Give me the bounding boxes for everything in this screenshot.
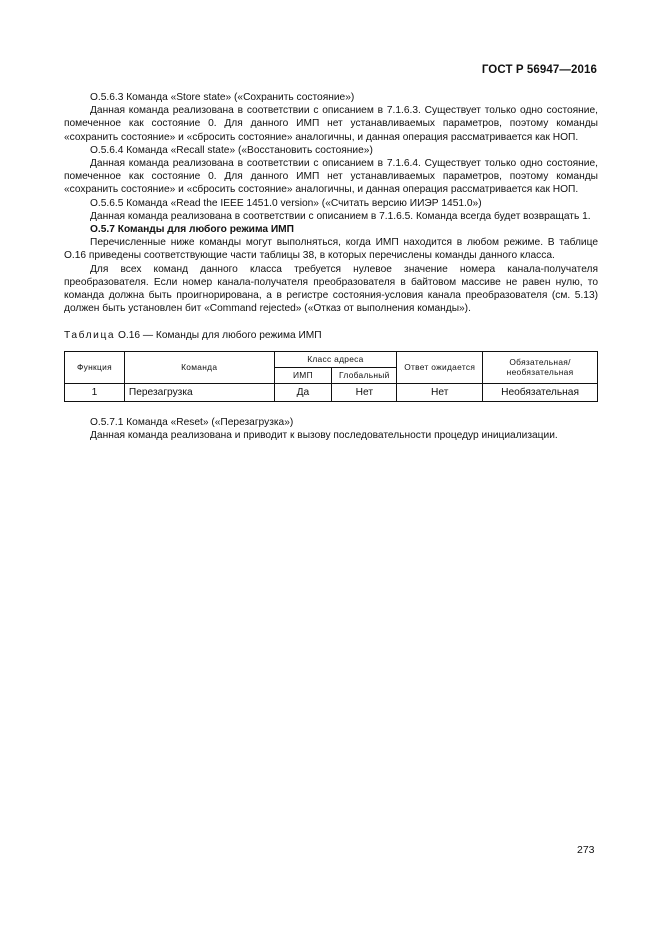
section-heading-0-5-6-3: О.5.6.3 Команда «Store state» («Сохранить состояние»): [90, 92, 355, 103]
paragraph: Данная команда реализована в соответствии с описанием в 7.1.6.4. Существует только одно состояние, помеченное как состояние 0. Для данного ИМП нет устанавливаемых параметров, поэтому команды «сохранить состояние» и «сбросить состояние» аналогичны, и данная операция рассматривается как НОП.: [64, 158, 598, 196]
header-address-class: Класс адреса: [274, 351, 397, 367]
table-caption-label: Таблица: [64, 330, 116, 342]
section-heading-0-5-6-4: О.5.6.4 Команда «Recall state» («Восстановить состояние»): [90, 144, 373, 156]
cell-command: Перезагрузка: [124, 383, 274, 401]
paragraph: Перечисленные ниже команды могут выполняться, когда ИМП находится в любом режиме. В таблице О.16 приведены соответствующие части таблицы 38, в которых перечислены команды данного класса.: [64, 237, 598, 262]
paragraph: Данная команда реализована в соответствии с описанием в 7.1.6.5. Команда всегда будет возвращать 1.: [90, 210, 591, 222]
table-caption-text: О.16 — Команды для любого режима ИМП: [118, 330, 322, 342]
table-row: [65, 383, 598, 401]
header-function: Функция: [65, 351, 125, 383]
paragraph: Для всех команд данного класса требуется нулевое значение номера канала-получателя преобразователя. Если номер канала-получателя преобразователя в байтовом массиве не равен нулю, то команда должна быть проигнорирована, а в регистре состояния-условия канала преобразователя (см. 5.13) должен быть установлен бит «Command rejected» («Отказ от выполнения команды»).: [64, 263, 598, 315]
paragraph: Данная команда реализована и приводит к вызову последовательности процедур инициализации.: [90, 429, 558, 441]
cell-function: 1: [65, 383, 125, 401]
page-number: 273: [577, 844, 595, 856]
cell-mandatory: Необязательная: [483, 383, 598, 401]
cell-reply-expected: Нет: [397, 383, 483, 401]
header-reply-expected: Ответ ожидается: [397, 351, 483, 383]
page-body: [64, 91, 598, 442]
header-global: Глобальный: [332, 367, 397, 383]
paragraph: Данная команда реализована в соответствии с описанием в 7.1.6.3. Существует только одно состояние, помеченное как состояние 0. Для данного ИМП нет устанавливаемых параметров, поэтому команды «сохранить состояние» и «сбросить состояние» аналогичны, и данная операция рассматривается как НОП.: [64, 105, 598, 143]
section-heading-0-5-6-5: О.5.6.5 Команда «Read the IEEE 1451.0 version» («Считать версию ИИЭР 1451.0»): [90, 197, 482, 209]
header-imp: ИМП: [274, 367, 332, 383]
cell-imp: Да: [274, 383, 332, 401]
cell-global: Нет: [332, 383, 397, 401]
section-heading-0-5-7: О.5.7 Команды для любого режима ИМП: [90, 224, 294, 236]
document-header: ГОСТ Р 56947—2016: [481, 64, 597, 76]
header-mandatory: Обязательная/ необязательная: [483, 351, 598, 383]
after-table-section: [64, 416, 598, 442]
commands-table: [64, 351, 598, 402]
section-heading-0-5-7-1: О.5.7.1 Команда «Reset» («Перезагрузка»): [90, 416, 294, 428]
table-caption: [64, 329, 598, 342]
header-command: Команда: [124, 351, 274, 383]
